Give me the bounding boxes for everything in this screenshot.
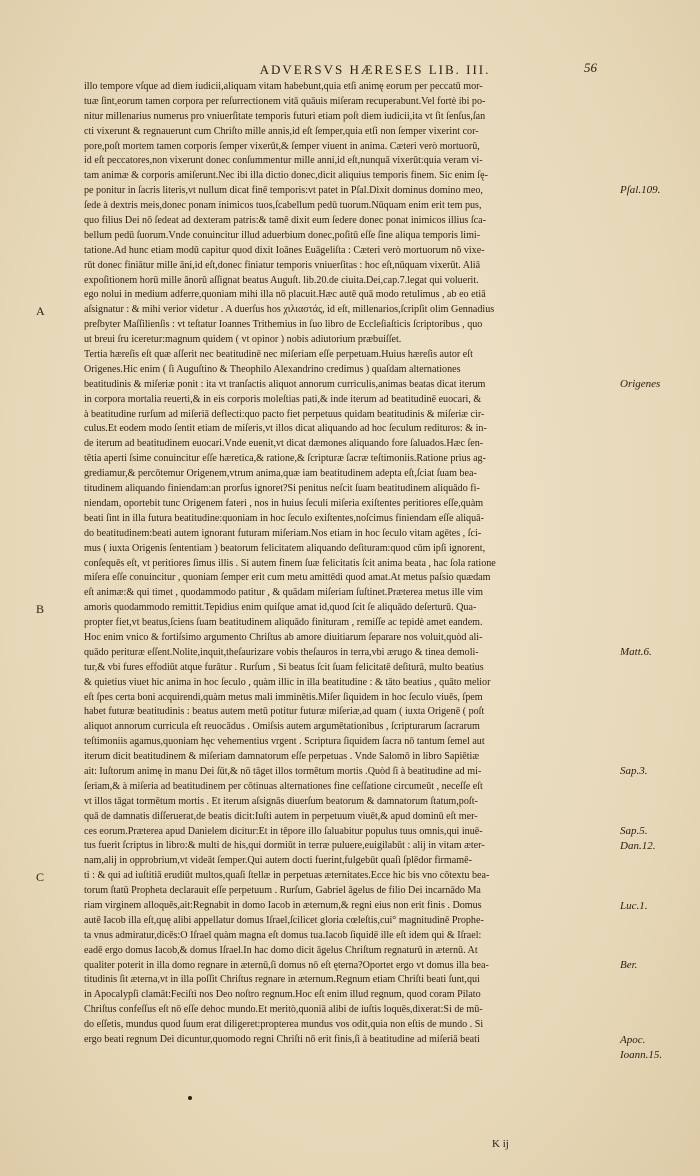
text-line: titudinem aliquando finiendam:an prorſus ignoret?Si penitus neſcit ſuam beatitudinem aliquādo fi- (84, 483, 480, 495)
text-line: iterum dicit beatitudinem & miſeriam damnatorum eſſe perpetuas . Vnde Salomō in libro Sapiētiæ (84, 751, 480, 763)
text-line: do beatitudinem:beati autem ignorant futuram miſeriam.Nos etiam in hoc ſeculo vitam agētes , ſci- (84, 527, 482, 539)
text-line: propter fiet,vt beatus,ſciens ſuam beatitudinem aliquādo finituram , remiſſe ac tepidè amet eandem. (84, 617, 483, 629)
text-line: tam animæ & corporis amiſerunt.Nec ibi illa dictio donec,dicit aliquius temporis finem. Sic enim ſę- (84, 170, 488, 182)
text-line: nitur millenarius numerus pro vniuerſitate temporis futuri etiam poſt diem iudicii,ita vt ſit ſenſus,ſan (84, 110, 486, 122)
section-letter: B (36, 601, 45, 616)
text-line: conſequēs eſt, vt peritiores ſimus illis . Si autem finem ſuæ felicitatis ſcit anima beata , hac ſola ratione (84, 557, 496, 569)
text-line: tus fuerit ſcriptus in libro:& multi de his,qui dormiūt in terræ puluere,euigilabūt : alij in vitam æter- (84, 840, 485, 852)
text-line: quādo perituræ eſſent.Nolite,inquit,theſaurizare vobis theſauros in terra,vbi ærugo & tinea demoli- (84, 646, 479, 658)
text-line: ait: Iuſtorum animę in manu Dei ſūt,& nō tāget illos tormētum mortis .Quòd ſi à beatitudine ad mi- (84, 765, 482, 777)
text-line: ta vnus admiratur,dicēs:O Iſrael quàm magna eſt domus tua.Iacob ſiquidē ille eſt idem qui & Iſrael: (84, 929, 482, 941)
margin-note: Luc.1. (620, 899, 648, 912)
text-line: aſsignatur : & mihi verior videtur . A duerſus hos χιλιαστάς, id eſt, millenarios,ſcripſit olim Gennadius (84, 304, 495, 316)
signature-mark: K ij (492, 1138, 509, 1150)
text-line: tur,& vbi fures effodiūt atque furātur . Rurſum , Si beatus ſcit ſuam felicitatē deſiturā, multo beatius (84, 661, 484, 673)
text-line: nam,alij in opprobrium,vt videāt ſemper.Qui autem docti fuerint,fulgebūt quaſi ſplēdor firmamē- (84, 855, 472, 867)
text-line: vt illos tāgat tormētum mortis . Et iterum aſsignās diuerſum beatorum & damnatorum ſtatum,poſt- (84, 795, 478, 807)
text-line: quo filius Dei nō ſedeat ad dexteram patris:& tamē dixit eum ſedere donec ponat inimicos illius ſca- (84, 215, 486, 227)
margin-note: Sap.5. (620, 825, 648, 837)
margin-note: Sap.3. (620, 765, 648, 778)
text-line: torum ſtatū Propheta declarauit eſſe perpetuum . Rurſum, Gabriel āgelus de filio Dei incarnādo Ma (84, 885, 481, 897)
text-line: autē Iacob illa eſt,quę alibi appellatur domus Iſrael,ſcilicet gloria cœleſtis,cui° magnitudinē Prophe- (84, 914, 484, 926)
running-header: ADVERSVS HÆRESES LIB. III. (259, 62, 491, 77)
section-letter: C (36, 869, 45, 884)
text-line: aliquot annorum curricula eſt reuocādus . Omiſsis autem argumētationibus , ſcripturarum ſacrarum (84, 721, 480, 733)
text-line: ti : & qui ad iuſtitiā erudiūt multos,quaſi ſtellæ in perpetuas æternitates.Ecce hic bis vno cōtextu bea- (84, 870, 490, 882)
text-line: pe ponitur in ſacris literis,vt nullum dicat finē temporis:vt patet in Pſal.Dixit dominus domino meo, (84, 185, 483, 197)
text-line: eadē ergo domus Iacob,& domus Iſrael.In hac domo dicit āgelus Chriſtum regnaturū in æternū. At (84, 944, 478, 956)
margin-note: Apoc. (620, 1033, 646, 1046)
text-line: amoris quodammodo remittit.Tepidius enim quiſque amat id,quod ſcit ſe aliquādo deſerturū. Qua- (84, 602, 477, 614)
text-line: riam virginem alloquēs,ait:Regnabit in domo Iacob in æternum,& regni eius non erit finis . Domus (84, 899, 482, 911)
text-line: bellum pedū ſuorum.Vnde conuincitur illud aduerbium donec,poſitū eſſe ſine aliqua temporis limi- (84, 229, 481, 241)
text-line: ergo beati regnum Dei dicuntur,quomodo regni Chriſti nō erit finis,ſi à beatitudine ad miſeriā beati (84, 1034, 480, 1045)
text-line: teſtimoniis agamus,quoniam hęc vehementius vrgent . Scriptura ſiquidem ſacra nō tantum ſemel aut (84, 736, 485, 748)
text-line: tētia aperti ſsime conuincitur eſſe hæretica,& ratione,& ſcripturæ ſacræ teſtimoniis.Ratione prius ag- (84, 453, 486, 465)
text-line: ut breui ſru iceretur:magnum quidem ( vt opinor ) nobis adiutorium præbuiſſet. (84, 334, 402, 346)
text-line: miſera eſſe conuincitur , quoniam ſemper erit cum metu amittēdi quod amat.At metus paſsio quædam (84, 572, 491, 584)
text-line: tuæ ſint,eorum tamen corpora per reſurrectionem vitā quāuis miſeram recuperabunt.Vel fortè ibi po- (84, 95, 486, 107)
body-text (84, 80, 614, 1048)
text-line: do eſſetis, mundus quod ſuum erat diligeret:propterea mundus vos odit,quia non eſtis de mundo . Si (84, 1019, 484, 1031)
text-line: grediamur,& percōtemur Origenem,vtrum anima,quæ iam beatitudinem adepta eſt,ſciat ſuam bea- (84, 468, 477, 480)
text-line: in Apocalypſi clamāt:Feciſti nos Deo noſtro regnum.Hoc eſt enim illud regnum, quod coram Pilato (84, 989, 481, 1001)
text-line: in corpora mortalia reuerti,& in eis corporis moleſtias pati,& inde iterum ad beatitudinē euocari, & (84, 393, 482, 405)
margin-note: Pſal.109. (620, 184, 661, 197)
text-line: ſeriam,& à miſeria ad beatitudinem per cōtinuas alternationes fine ceſſatione circumeūt , neceſſe eſt (84, 780, 483, 792)
text-line: & quietius viuet hic anima in hoc ſeculo , quàm illic in illa beatitudine : & tāto beatius , quāto melior (84, 676, 491, 688)
text-line: beati ſint in illa futura beatitudine:quoniam in hoc ſeculo exiſtentes,noſcimus finiendam eſſe aliquā- (84, 512, 484, 524)
text-line: Hoc enim vnico & fortiſsimo argumento Chriſtus ab amore diuitiarum ſeparare nos voluit,quòd ali- (84, 631, 483, 643)
margin-note: Origenes (620, 378, 661, 390)
text-line: preſbyter Maſſilienſis : vt teſtatur Ioannes Trithemius in ſuo libro de Eccleſiaſticis ſcriptoribus , quo (84, 319, 483, 331)
ink-dot (188, 1096, 192, 1100)
text-line: habet futuræ beatitudinis : beatus autem metū potitur futuræ miſeriæ,ad quam ( iuxta Origenē ( poſt (84, 706, 485, 718)
text-line: de iterum ad beatitudinem euocari.Vnde euenit,vt dicat dæmones aliquando fore ſaluados.Hæc ſen- (84, 438, 484, 450)
text-line: Chriſtus confeſſus eſt nō eſſe dehoc mundo.Et meritò,quoniā alibi de iuſtis loquēs,dixerat:Si de mū- (84, 1004, 483, 1016)
text-line: cti vixerunt & regnauerunt cum Chriſto mille annis,id eſt ſemper,quia etſi non ſemper vixerint cor- (84, 125, 479, 137)
text-line: id eſt peccatores,non vixerunt donec conſummentur mille anni,id eſt,nunquā vixerūt:quia veram vi- (84, 155, 483, 167)
text-line: eſt ſpes certa boni acquirendi,quàm metus mali imminētis.Miſer ſiquidem in hoc ſeculo viuēs, ſpem (84, 691, 483, 703)
text-line: à beatitudine rurſum ad miſeriā deflecti:quo pacto fiet perpetuus quidam beatitudinis & miſeriæ cir- (84, 408, 485, 420)
margin-note: Dan.12. (620, 839, 656, 852)
text-line: titudinis ſit æterna,vt in illa poſſit Chriſtus regnare in æternum.Regnum etiam Chriſti beati ſunt,qui (84, 974, 480, 986)
text-line: Origenes.Hic enim ( ſi Auguſtino & Theophilo Alexandrino credimus ) quaſdam alternationes (84, 363, 461, 375)
text-line: culus.Et eodem modo ſentit etiam de miſeris,vt illos dicat aliquando ad hoc ſeculum redituros: & in- (84, 423, 487, 435)
text-line: quā de damnatis diſſeruerat,de beatis dicit:Iuſti autem in perpetuum viuēt,& apud dominū eſt mer- (84, 810, 478, 822)
text-line: expoſitionem horū mille ānorū aſſignat beatus Auguſt. lib.20.de ciuita.Dei,cap.7.legat qui voluerit. (84, 274, 479, 286)
margin-note: Matt.6. (620, 646, 652, 659)
folio-number: 56 (584, 60, 597, 75)
margin-note: Ioann.15. (620, 1048, 663, 1061)
text-line: Tertia hæreſis eſt quæ aſſerit nec beatitudinē nec miſeriam eſſe perpetuam.Huius hæreſis autor eſt (84, 349, 473, 361)
text-line: rūt donec finiātur mille āni,id eſt,donec finiatur temporis vniuerſitas : hoc eſt,nūquam vixerūt. Aliā (84, 259, 481, 271)
text-line: niendam, oportebit tunc Origenem fateri , nos in huius ſeculi miſeria exiſtentes peritiores eſſe,quàm (84, 497, 484, 509)
text-line: beatitudinis & miſeriæ ponit : ita vt tranſactis aliquot annorum curriculis,animas beatas dicat iterum (84, 378, 486, 390)
text-line: eſt animæ:& qui timet , quodammodo patitur , & quādam miſeriam ſuſtinet.Præterea metus ille vim (84, 587, 483, 599)
margin-note: Ber. (620, 959, 638, 972)
section-letter: A (36, 303, 45, 318)
text-line: ces eorum.Præterea apud Danielem dicitur:Et in tēpore illo ſaluabitur populus tuus omnis,qui inuē- (84, 825, 483, 837)
text-line: pore,poſt mortem tamen corporis ſemper vixerūt,& ſemper viuent in anima. Cæteri verò mortuorū, (84, 140, 480, 152)
text-line: illo tempore vſque ad diem iudicii,aliquam vitam habebunt,quia etſi animę eorum per peccatū mor- (84, 81, 483, 92)
text-line: ſede à dextris meis,donec ponam inimicos tuos,ſcabellum pedū tuorum.Nūquam enim erit tem pus, (84, 200, 482, 212)
text-line: ego nolui in medium adferre,quoniam mihi illa nō placuit.Hæc autē quā modo retulimus , ab eo etiā (84, 289, 486, 301)
text-line: tatione.Ad hunc etiam modū capitur quod dixit Ioānes Euāgeliſta : Cæteri verò mortuorum nō vixe- (84, 244, 485, 256)
text-line: mus ( iuxta Origenis ſententiam ) beatorum felicitatem aliquando deſituram:quod cūm ipſi ignorent, (84, 542, 486, 554)
text-line: qualiter poterit in illa domo regnare in æternū,ſi domus nō eſt ęterna?Oportet ergo vt domus illa bea- (84, 959, 489, 971)
